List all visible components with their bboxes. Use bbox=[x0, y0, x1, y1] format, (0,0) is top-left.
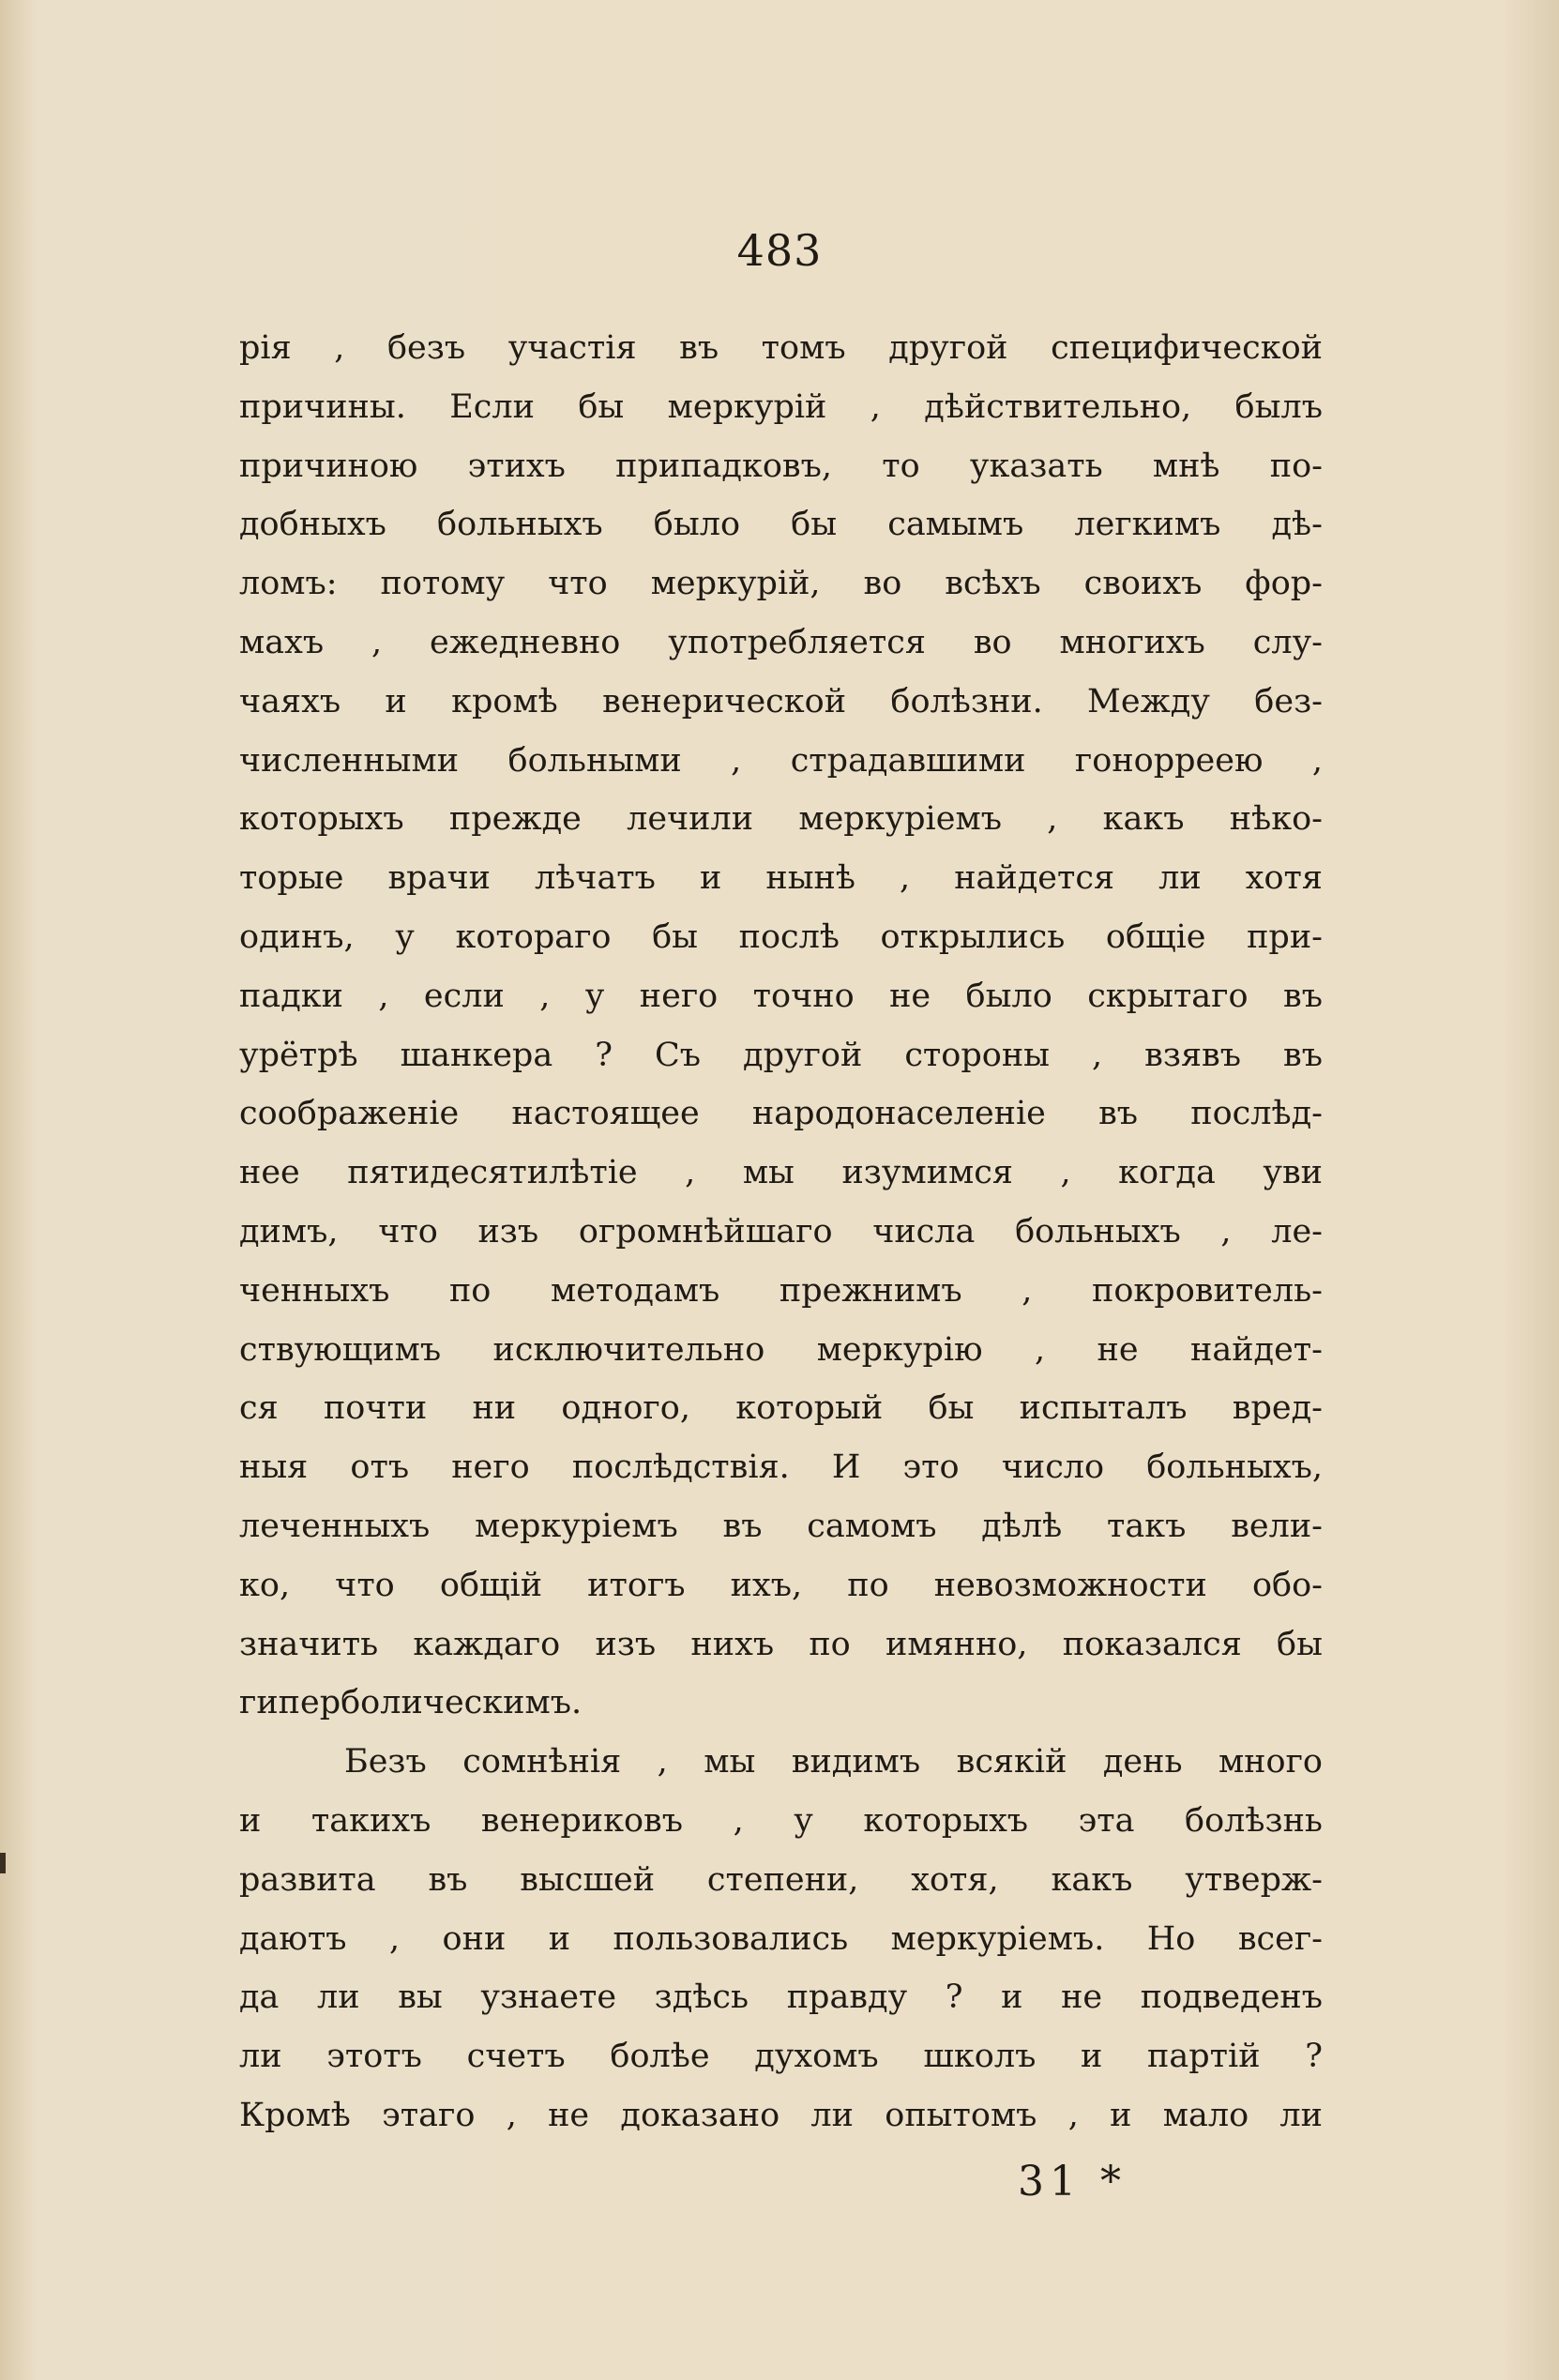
text-line: даютъ , они и пользовались меркуріемъ. Но всег- bbox=[239, 1919, 1323, 1958]
text-line: соображеніе настоящее народонаселеніе въ послѣд- bbox=[239, 1095, 1323, 1133]
text-line: причины. Если бы меркурій , дѣйствительно, былъ bbox=[239, 387, 1323, 426]
text-line: да ли вы узнаете здѣсь правду ? и не подведенъ bbox=[239, 1978, 1323, 2017]
text-line: одинъ, у котораго бы послѣ открылись общіе при- bbox=[239, 917, 1323, 956]
text-line: рія , безъ участія въ томъ другой специфической bbox=[239, 329, 1323, 367]
text-line: численными больными , страдавшими гонорреею , bbox=[239, 741, 1323, 780]
text-line: причиною этихъ припадковъ, то указать мнѣ по- bbox=[239, 447, 1323, 485]
text-line: и такихъ венериковъ , у которыхъ эта болѣзнь bbox=[239, 1801, 1323, 1840]
text-line: нее пятидесятилѣтіе , мы изумимся , когда уви bbox=[239, 1154, 1323, 1192]
text-line: гиперболическимъ. bbox=[239, 1684, 583, 1722]
text-line: развита въ высшей степени, хотя, какъ утверж- bbox=[239, 1860, 1323, 1899]
text-line: ся почти ни одного, который бы испыталъ вред- bbox=[239, 1389, 1323, 1428]
paragraph-start-line: Безъ сомнѣнія , мы видимъ всякій день много bbox=[344, 1743, 1323, 1781]
text-line: махъ , ежедневно употребляется во многихъ слу- bbox=[239, 623, 1323, 661]
signature-mark: 31 * bbox=[1018, 2158, 1127, 2206]
text-line: которыхъ прежде лечили меркуріемъ , какъ нѣко- bbox=[239, 800, 1323, 839]
text-line: ченныхъ по методамъ прежнимъ , покровитель- bbox=[239, 1271, 1323, 1310]
text-line: ствующимъ исключительно меркурію , не найдет- bbox=[239, 1330, 1323, 1369]
text-line: падки , если , у него точно не было скрытаго въ bbox=[239, 977, 1323, 1015]
text-line: ли этотъ счетъ болѣе духомъ школъ и партій ? bbox=[239, 2038, 1323, 2076]
text-line: Кромѣ этаго , не доказано ли опытомъ , и мало ли bbox=[239, 2096, 1323, 2134]
text-line: ныя отъ него послѣдствія. И это число больныхъ, bbox=[239, 1448, 1323, 1487]
text-line: ко, что общій итогъ ихъ, по невозможности обо- bbox=[239, 1566, 1323, 1604]
page-number: 483 bbox=[736, 225, 823, 276]
text-line: значить каждаго изъ нихъ по имянно, показался бы bbox=[239, 1625, 1323, 1663]
text-line: чаяхъ и кромѣ венерической болѣзни. Между без- bbox=[239, 682, 1323, 720]
text-line: ломъ: потому что меркурій, во всѣхъ своихъ фор- bbox=[239, 565, 1323, 603]
body-text bbox=[239, 319, 1323, 2145]
text-line: леченныхъ меркуріемъ въ самомъ дѣлѣ такъ вели- bbox=[239, 1507, 1323, 1545]
text-line: димъ, что изъ огромнѣйшаго числа больныхъ , ле- bbox=[239, 1212, 1323, 1251]
text-line: урётрѣ шанкера ? Съ другой стороны , взявъ въ bbox=[239, 1036, 1323, 1074]
text-line: добныхъ больныхъ было бы самымъ легкимъ дѣ- bbox=[239, 506, 1323, 544]
text-line: торые врачи лѣчатъ и нынѣ , найдется ли хотя bbox=[239, 859, 1323, 898]
margin-mark bbox=[0, 1853, 6, 1873]
